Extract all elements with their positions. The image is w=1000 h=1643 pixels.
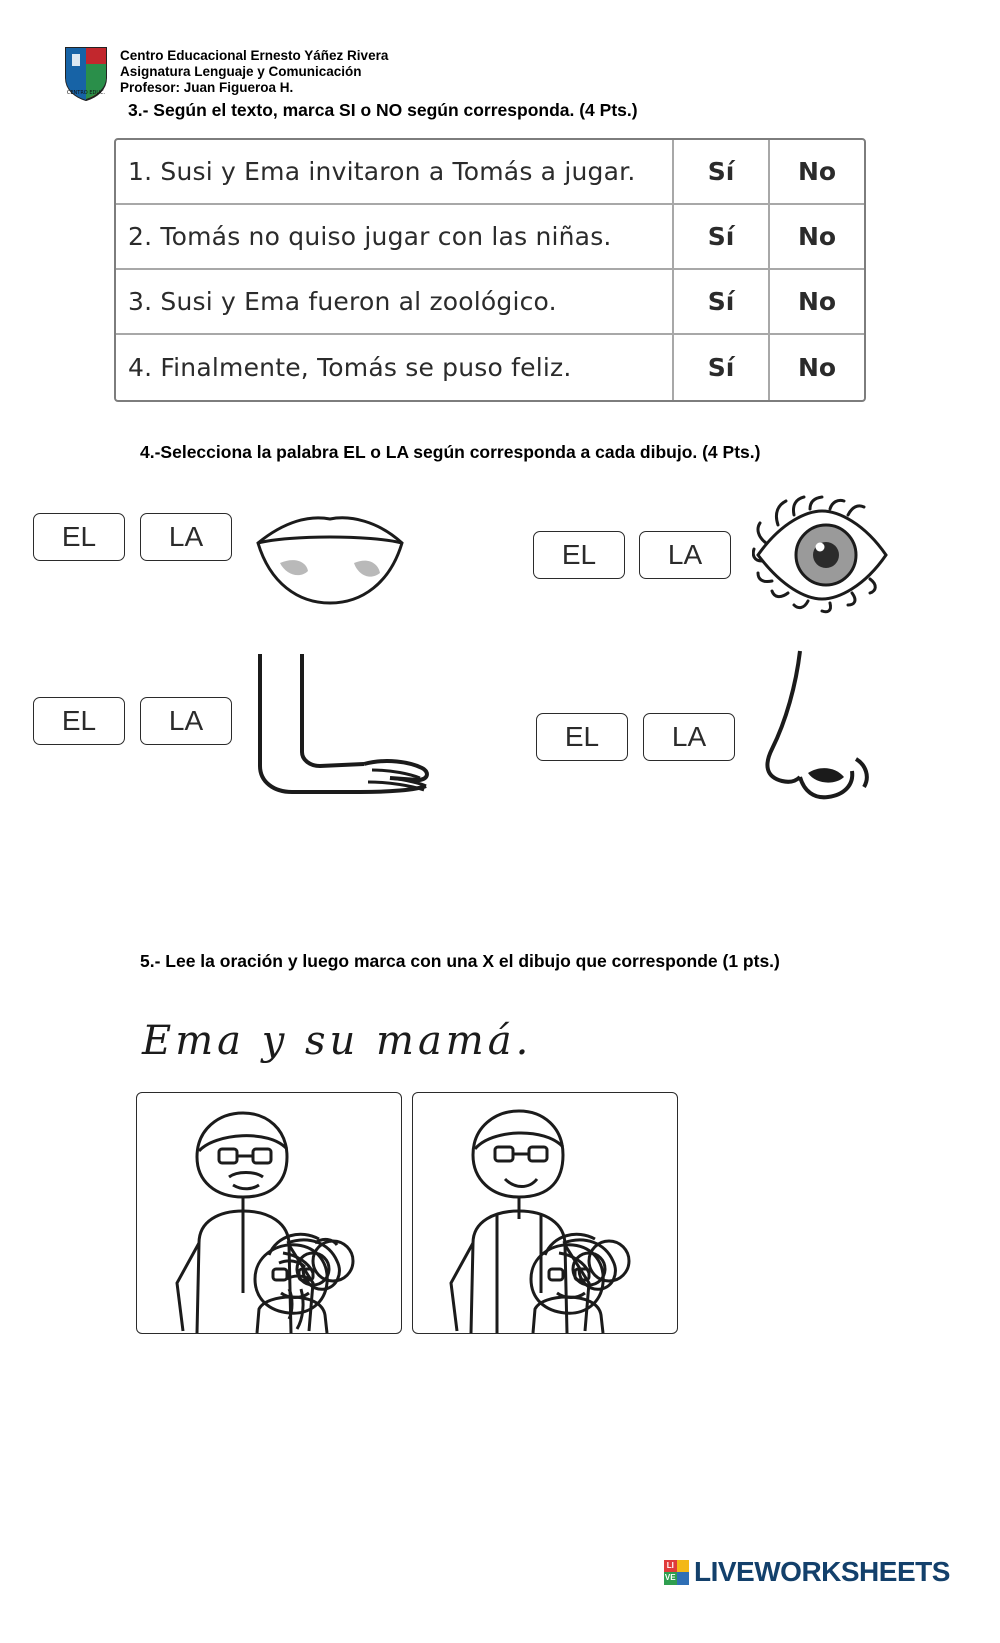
- word-option-el-2[interactable]: EL: [533, 531, 625, 579]
- school-crest-icon: [62, 44, 110, 102]
- word-option-la-4[interactable]: LA: [643, 713, 735, 761]
- picture-option-1[interactable]: [136, 1092, 402, 1334]
- document-header: [62, 44, 388, 102]
- question-3-title: 3.- Según el texto, marca SI o NO según corresponda. (4 Pts.): [128, 100, 638, 120]
- table-row: [116, 335, 864, 400]
- word-option-el-3[interactable]: EL: [33, 697, 125, 745]
- word-option-la-1[interactable]: LA: [140, 513, 232, 561]
- word-option-el-4[interactable]: EL: [536, 713, 628, 761]
- svg-text:CENTRO EDUC.: CENTRO EDUC.: [66, 90, 106, 96]
- option-yes[interactable]: Sí: [672, 335, 768, 400]
- word-option-el-1[interactable]: EL: [33, 513, 125, 561]
- statement-text: 3. Susi y Ema fueron al zoológico.: [128, 287, 557, 316]
- liveworksheets-brand: LIVEWORKSHEETS: [694, 1556, 950, 1587]
- logo-cell-blank-1: [677, 1560, 690, 1573]
- mouth-drawing-icon: [250, 505, 410, 620]
- option-yes[interactable]: Sí: [672, 270, 768, 333]
- word-option-la-3[interactable]: LA: [140, 697, 232, 745]
- question-5-title: 5.- Lee la oración y luego marca con una X el dibujo que corresponde (1 pts.): [140, 951, 780, 971]
- statement-text: 1. Susi y Ema invitaron a Tomás a jugar.: [128, 157, 636, 186]
- statement-text: 4. Finalmente, Tomás se puso feliz.: [128, 353, 572, 382]
- logo-cell-blank-2: [677, 1572, 690, 1585]
- nose-drawing-icon: [752, 645, 882, 830]
- option-no[interactable]: No: [768, 335, 864, 400]
- option-no[interactable]: No: [768, 205, 864, 268]
- school-name: Centro Educacional Ernesto Yáñez Rivera: [120, 48, 389, 63]
- liveworksheets-logo-icon: [664, 1560, 689, 1585]
- table-row: [116, 270, 864, 335]
- arm-drawing-icon: [240, 648, 450, 813]
- eye-drawing-icon: [752, 495, 892, 620]
- option-no[interactable]: No: [768, 270, 864, 333]
- option-no[interactable]: No: [768, 140, 864, 203]
- teacher-name: Profesor: Juan Figueroa H.: [120, 80, 294, 95]
- mother-and-girl-drawing-icon: [413, 1093, 677, 1333]
- father-and-girl-drawing-icon: [137, 1093, 401, 1333]
- table-row: [116, 140, 864, 205]
- question-4-title: 4.-Selecciona la palabra EL o LA según corresponda a cada dibujo. (4 Pts.): [140, 442, 761, 462]
- option-yes[interactable]: Sí: [672, 205, 768, 268]
- table-row: [116, 205, 864, 270]
- logo-cell-li: LI: [664, 1560, 677, 1573]
- word-option-la-2[interactable]: LA: [639, 531, 731, 579]
- picture-option-2[interactable]: [412, 1092, 678, 1334]
- statement-text: 2. Tomás no quiso jugar con las niñas.: [128, 222, 612, 251]
- logo-cell-ve: VE: [664, 1572, 677, 1585]
- option-yes[interactable]: Sí: [672, 140, 768, 203]
- liveworksheets-footer: [664, 1556, 950, 1588]
- subject-name: Asignatura Lenguaje y Comunicación: [120, 64, 362, 79]
- question-5-sentence: Ema y su mamá.: [142, 1018, 533, 1064]
- question-3-table: [114, 138, 866, 402]
